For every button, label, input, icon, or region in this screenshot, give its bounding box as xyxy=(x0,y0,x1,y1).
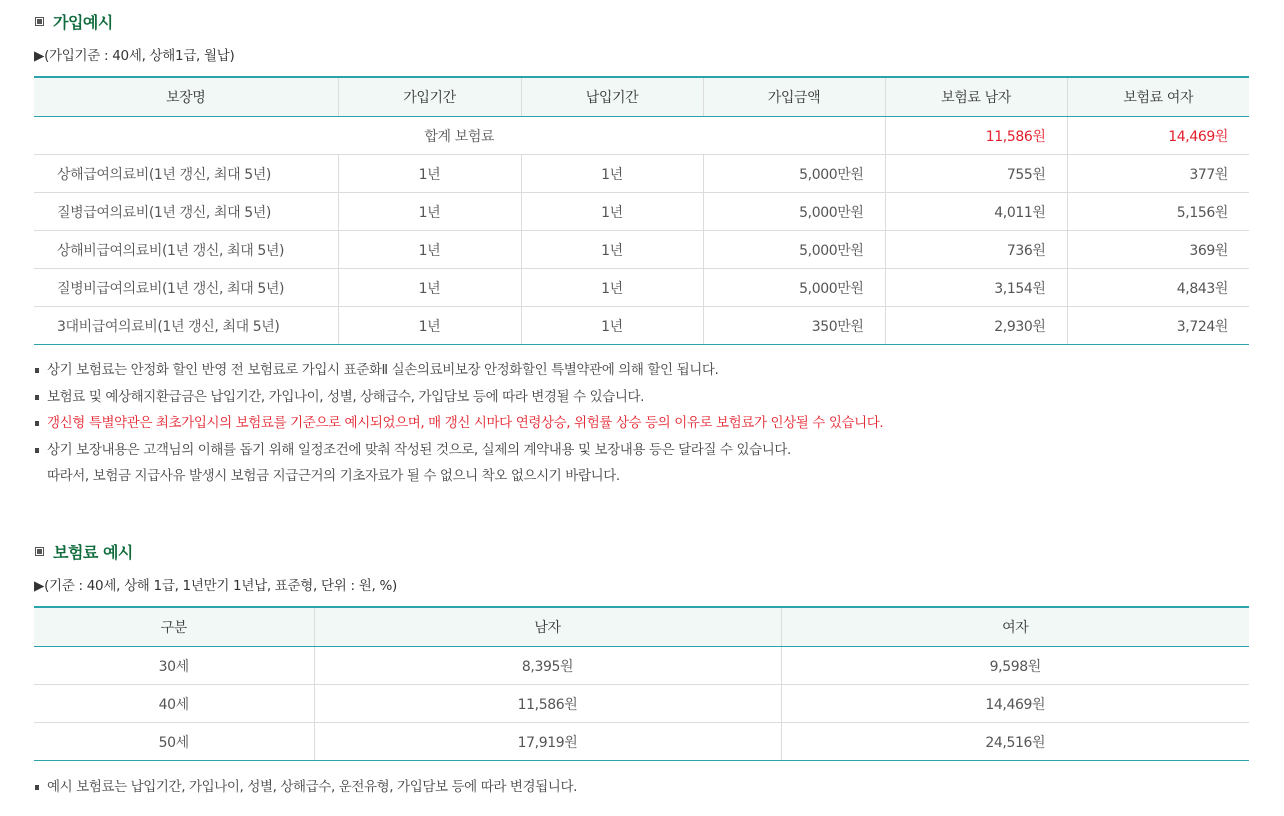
table-row xyxy=(34,193,1249,231)
col-header-male: 남자 xyxy=(314,607,781,647)
note-item xyxy=(34,357,1249,384)
coverage-amount: 350만원 xyxy=(703,307,885,345)
age-cell: 50세 xyxy=(34,723,314,761)
section-title-row xyxy=(34,539,1249,563)
premium-male: 11,586원 xyxy=(314,685,781,723)
coverage-amount: 5,000만원 xyxy=(703,231,885,269)
coverage-amount: 5,000만원 xyxy=(703,155,885,193)
note-continuation: 따라서, 보험금 지급사유 발생시 보험금 지급근거의 기초자료가 될 수 없으니 착오 없으시기 바랍니다. xyxy=(47,468,620,484)
col-header-payment-period: 납입기간 xyxy=(521,77,703,117)
premium-female: 4,843원 xyxy=(1067,269,1249,307)
coverage-pay-period: 1년 xyxy=(521,155,703,193)
premium-example-table-wrap xyxy=(34,606,1249,761)
table-row xyxy=(34,723,1249,761)
premium-basis: ▶(기준 : 40세, 상해 1급, 1년만기 1년납, 표준형, 단위 : 원, %) xyxy=(34,578,397,594)
note-item xyxy=(34,774,1249,801)
premium-female: 9,598원 xyxy=(781,647,1249,685)
table-row xyxy=(34,307,1249,345)
premium-female: 3,724원 xyxy=(1067,307,1249,345)
join-example-table-wrap xyxy=(34,76,1249,345)
premium-male: 17,919원 xyxy=(314,723,781,761)
table-row xyxy=(34,647,1249,685)
coverage-name: 상해급여의료비(1년 갱신, 최대 5년) xyxy=(34,155,338,193)
coverage-name: 질병급여의료비(1년 갱신, 최대 5년) xyxy=(34,193,338,231)
premium-male: 2,930원 xyxy=(885,307,1067,345)
table-header-row xyxy=(34,77,1249,117)
coverage-period: 1년 xyxy=(338,231,521,269)
note-item xyxy=(34,437,1249,464)
join-example-table xyxy=(34,76,1249,345)
premium-female: 377원 xyxy=(1067,155,1249,193)
note-text: 예시 보험료는 납입기간, 가입나이, 성별, 상해급수, 운전유형, 가입담보 등에 따라 변경됩니다. xyxy=(47,779,577,795)
coverage-amount: 5,000만원 xyxy=(703,269,885,307)
premium-female: 24,516원 xyxy=(781,723,1249,761)
age-cell: 40세 xyxy=(34,685,314,723)
coverage-period: 1년 xyxy=(338,193,521,231)
coverage-period: 1년 xyxy=(338,155,521,193)
note-text: 상기 보장내용은 고객님의 이해를 돕기 위해 일정조건에 맞춰 작성된 것으로, 실제의 계약내용 및 보장내용 등은 달라질 수 있습니다. xyxy=(47,441,791,458)
premium-male: 4,011원 xyxy=(885,193,1067,231)
col-header-period: 가입기간 xyxy=(338,77,521,117)
table-row xyxy=(34,231,1249,269)
age-cell: 30세 xyxy=(34,647,314,685)
coverage-pay-period: 1년 xyxy=(521,307,703,345)
section-title: 보험료 예시 xyxy=(53,542,133,562)
note-item-warning xyxy=(34,410,1249,437)
col-header-category: 구분 xyxy=(34,607,314,647)
premium-female: 369원 xyxy=(1067,231,1249,269)
note-text: 상기 보험료는 안정화 할인 반영 전 보험료로 가입시 표준화Ⅱ 실손의료비보장 안정화할인 특별약관에 의해 할인 됩니다. xyxy=(47,362,719,378)
premium-male: 755원 xyxy=(885,155,1067,193)
square-bullet-icon xyxy=(35,547,44,556)
premium-female: 14,469원 xyxy=(781,685,1249,723)
section-premium-example xyxy=(34,539,1249,563)
coverage-name: 질병비급여의료비(1년 갱신, 최대 5년) xyxy=(34,269,338,307)
col-header-amount: 가입금액 xyxy=(703,77,885,117)
total-label: 합계 보험료 xyxy=(34,117,885,155)
premium-male: 8,395원 xyxy=(314,647,781,685)
col-header-premium-female: 보험료 여자 xyxy=(1067,77,1249,117)
total-row xyxy=(34,117,1249,155)
table-row xyxy=(34,685,1249,723)
section-title-row xyxy=(34,9,1249,33)
note-text: 보험료 및 예상해지환급금은 납입기간, 가입나이, 성별, 상해급수, 가입담보 등에 따라 변경될 수 있습니다. xyxy=(47,388,645,405)
join-notes xyxy=(34,357,1249,490)
total-female: 14,469원 xyxy=(1067,117,1249,155)
coverage-period: 1년 xyxy=(338,269,521,307)
total-male: 11,586원 xyxy=(885,117,1067,155)
join-basis: ▶(가입기준 : 40세, 상해1급, 월납) xyxy=(34,48,235,64)
col-header-female: 여자 xyxy=(781,607,1249,647)
coverage-pay-period: 1년 xyxy=(521,231,703,269)
table-row xyxy=(34,269,1249,307)
table-row xyxy=(34,155,1249,193)
premium-notes xyxy=(34,774,1249,801)
premium-example-table xyxy=(34,606,1249,761)
coverage-pay-period: 1년 xyxy=(521,193,703,231)
premium-male: 736원 xyxy=(885,231,1067,269)
table-header-row xyxy=(34,607,1249,647)
coverage-pay-period: 1년 xyxy=(521,269,703,307)
note-item xyxy=(34,384,1249,411)
coverage-amount: 5,000만원 xyxy=(703,193,885,231)
col-header-premium-male: 보험료 남자 xyxy=(885,77,1067,117)
square-bullet-icon xyxy=(35,17,44,26)
premium-male: 3,154원 xyxy=(885,269,1067,307)
section-join-example xyxy=(34,9,1249,33)
coverage-period: 1년 xyxy=(338,307,521,345)
coverage-name: 상해비급여의료비(1년 갱신, 최대 5년) xyxy=(34,231,338,269)
col-header-coverage: 보장명 xyxy=(34,77,338,117)
coverage-name: 3대비급여의료비(1년 갱신, 최대 5년) xyxy=(34,307,338,345)
note-text: 갱신형 특별약관은 최초가입시의 보험료를 기준으로 예시되었으며, 매 갱신 시마다 연령상승, 위험률 상승 등의 이유로 보험료가 인상될 수 있습니다. xyxy=(47,415,884,431)
premium-female: 5,156원 xyxy=(1067,193,1249,231)
section-title: 가입예시 xyxy=(53,12,113,32)
